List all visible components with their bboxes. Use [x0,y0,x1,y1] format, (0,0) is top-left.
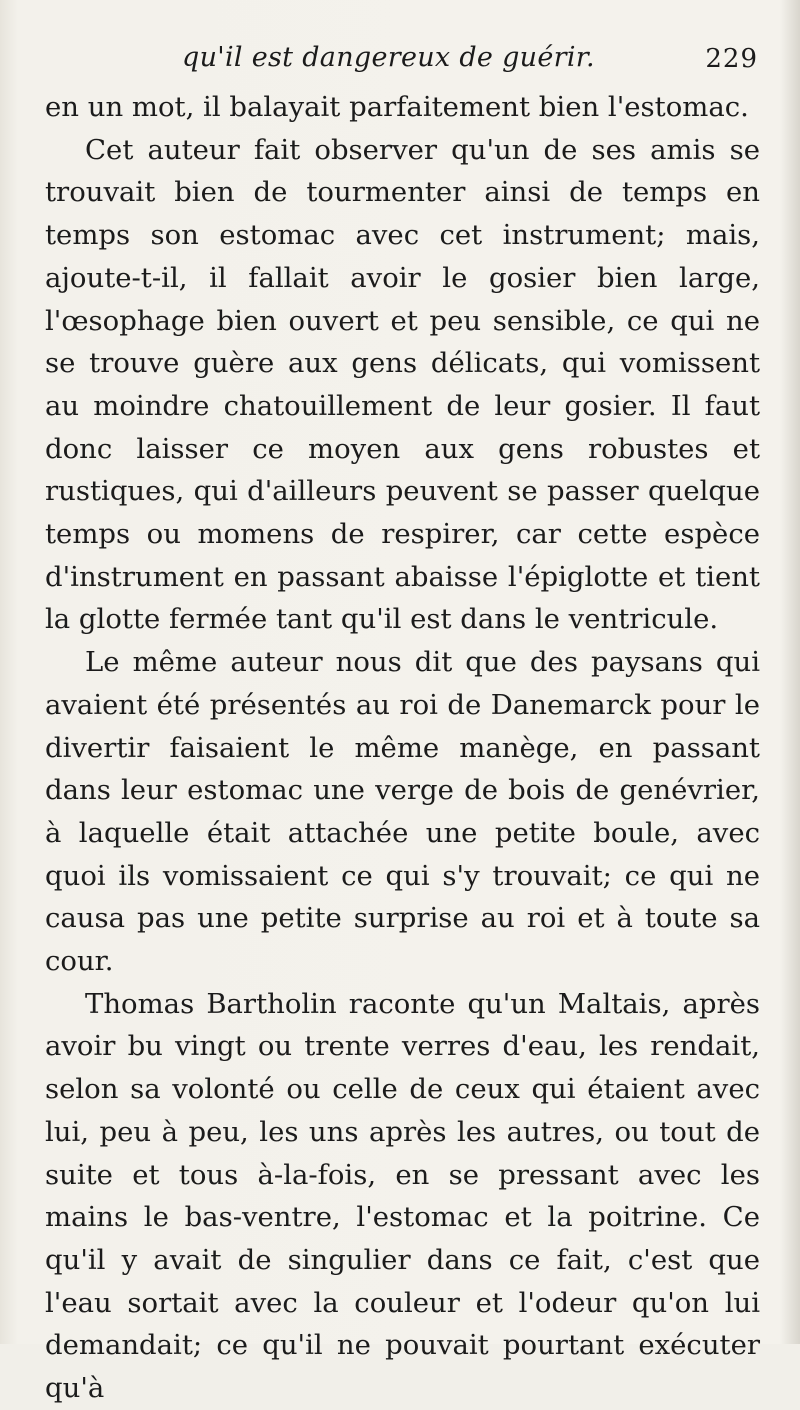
running-title: qu'il est dangereux de guérir. [182,42,595,73]
paragraph-2: Cet auteur fait observer qu'un de ses amis se trouvait bien de tourmenter ainsi de temps en temps son estomac avec cet instrument; mais, ajoute-t-il, il fallait avoir le gosier bien large, l'œsophage bien ouvert et peu sensible, ce qui ne se trouve guère aux gens délicats, qui vomissent au moindre chatouillement de leur gosier. Il faut donc laisser ce moyen aux gens robustes et rustiques, qui d'ailleurs peuvent se passer quelque temps ou momens de respirer, car cette espèce d'instrument en passant abaisse l'épiglotte et tient la glotte fermée tant qu'il est dans le ventricule. [45,133,760,636]
paragraph-3: Le même auteur nous dit que des paysans qui avaient été présentés au roi de Danemarck pour le divertir faisaient le même manège, en passant dans leur estomac une verge de bois de genévrier, à laquelle était attachée une petite boule, avec quoi ils vomissaient ce qui s'y trouvait; ce qui ne causa pas une petite surprise au roi et à toute sa cour. [45,646,760,978]
body-text [45,86,760,1410]
page-header [0,40,800,80]
paragraph-1: en un mot, il balayait parfaitement bien l'estomac. [45,91,749,123]
paragraph-4: Thomas Bartholin raconte qu'un Maltais, après avoir bu vingt ou trente verres d'eau, les rendait, selon sa volonté ou celle de ceux qui étaient avec lui, peu à peu, les uns après les autres, ou tout de suite et tous à-la-fois, en se pressant avec les mains le bas-ventre, l'estomac et la poitrine. Ce qu'il y avait de singulier dans ce fait, c'est que l'eau sortait avec la couleur et l'odeur qu'on lui demandait; ce qu'il ne pouvait pourtant exécuter qu'à [45,987,760,1405]
page-number: 229 [705,44,758,74]
